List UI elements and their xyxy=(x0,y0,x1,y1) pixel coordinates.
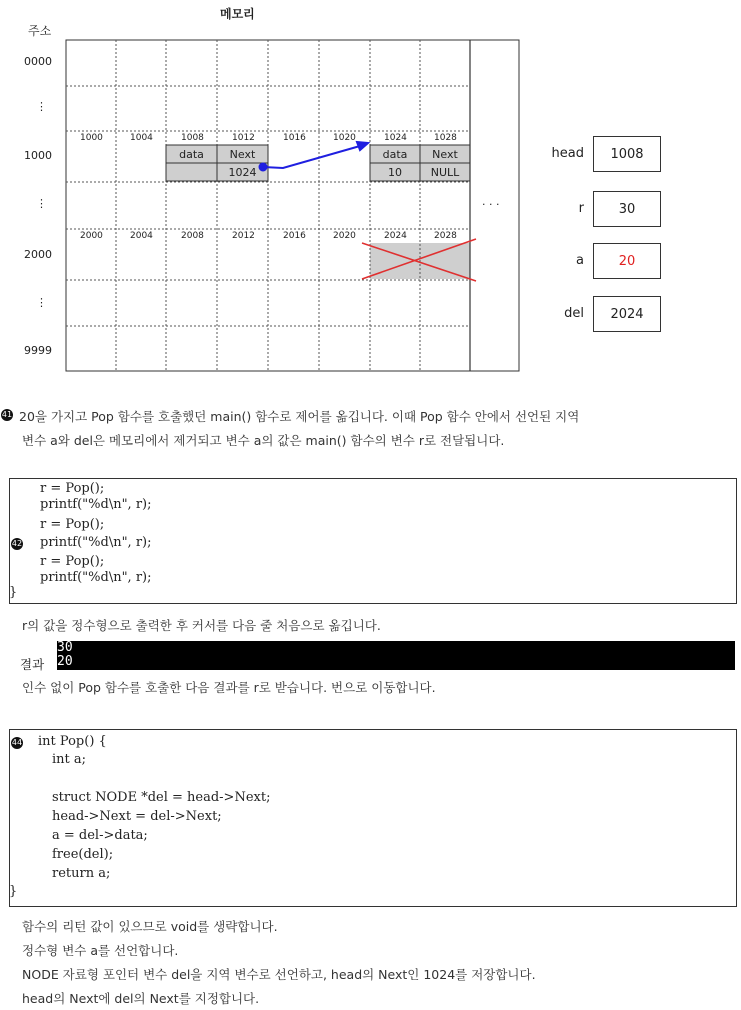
cell-address: 2016 xyxy=(283,231,306,241)
variable-label-a: a xyxy=(576,253,584,268)
variable-box-del xyxy=(593,296,661,332)
explanation-pop-call: 인수 없이 Pop 함수를 호출한 다음 결과를 r로 받습니다. 번으로 이동합니다. xyxy=(22,680,436,695)
row-address: 9999 xyxy=(24,344,52,357)
address-header: 주소 xyxy=(28,24,52,38)
explanation-printf: r의 값을 정수형으로 출력한 후 커서를 다음 줄 처음으로 옮깁니다. xyxy=(22,618,381,633)
cell-address: 2008 xyxy=(181,231,204,241)
cell-address: 1028 xyxy=(434,133,457,143)
variable-label-head: head xyxy=(551,146,584,161)
code-closing-brace: } xyxy=(9,884,18,899)
code-line: r = Pop(); xyxy=(40,517,105,532)
cell-address: 1024 xyxy=(384,133,407,143)
note-line: NODE 자료형 포인터 변수 del을 지역 변수로 선언하고, head의 Next인 1024를 저장합니다. xyxy=(22,967,536,982)
code-line: free(del); xyxy=(52,847,114,862)
code-line: r = Pop(); xyxy=(40,481,105,496)
cell-address: 1020 xyxy=(333,133,356,143)
code-line: int Pop() { xyxy=(38,734,107,749)
output-line: 30 xyxy=(57,640,73,655)
row-address: 1000 xyxy=(24,149,52,162)
row-address: 2000 xyxy=(24,248,52,261)
row-address: ⋮ xyxy=(36,296,47,309)
code-line: head->Next = del->Next; xyxy=(52,809,222,824)
step41-line1: 20을 가지고 Pop 함수를 호출했던 main() 함수로 제어를 옮깁니다. 이때 Pop 함수 안에서 선언된 지역 xyxy=(19,409,580,424)
cell-address: 1000 xyxy=(80,133,103,143)
note-line: 함수의 리턴 값이 있으므로 void를 생략합니다. xyxy=(22,919,278,934)
code-line: printf("%d\n", r); xyxy=(40,570,152,585)
cell-address: 1016 xyxy=(283,133,306,143)
cell-address: 2012 xyxy=(232,231,255,241)
node1-data-label: data xyxy=(179,148,204,161)
variable-value-head: 1008 xyxy=(610,146,644,162)
result-label: 결과 xyxy=(20,657,45,672)
code-closing-brace: } xyxy=(9,585,18,600)
node2-data-label: data xyxy=(382,148,408,161)
console-output xyxy=(57,641,735,670)
step-marker-41: 41 xyxy=(1,410,13,419)
cell-address: 2004 xyxy=(130,231,153,241)
variable-box-a xyxy=(593,243,661,279)
node1-next-value: 1024 xyxy=(228,166,257,179)
code-line: r = Pop(); xyxy=(40,554,105,569)
code-line: return a; xyxy=(52,866,111,881)
cell-address: 2024 xyxy=(384,231,407,241)
cell-address: 2000 xyxy=(80,231,103,241)
variable-box-head xyxy=(593,136,661,172)
code-line: int a; xyxy=(52,752,87,767)
row1000-address-labels xyxy=(66,133,470,145)
node1-next-label: Next xyxy=(229,148,256,161)
cell-address: 2028 xyxy=(434,231,457,241)
variable-value-del: 2024 xyxy=(610,306,644,322)
code-line: struct NODE *del = head->Next; xyxy=(52,790,271,805)
cell-address: 1004 xyxy=(130,133,153,143)
code-line: printf("%d\n", r); xyxy=(40,535,152,550)
row-address: ⋮ xyxy=(36,100,47,113)
memory-title: 메모리 xyxy=(220,7,255,21)
node2-data-value: 10 xyxy=(388,166,402,179)
memory-ellipsis: · · · xyxy=(482,198,500,211)
output-line: 20 xyxy=(57,654,73,669)
row-address: 0000 xyxy=(24,55,52,68)
note-line: 정수형 변수 a를 선언합니다. xyxy=(22,943,179,958)
variable-box-r xyxy=(593,191,661,227)
step41-line2: 변수 a와 del은 메모리에서 제거되고 변수 a의 값은 main() 함수의 변수 r로 전달됩니다. xyxy=(22,433,505,448)
step-marker-44: 44 xyxy=(11,738,23,747)
cell-address: 1012 xyxy=(232,133,255,143)
row-address: ⋮ xyxy=(36,197,47,210)
code-line: printf("%d\n", r); xyxy=(40,497,152,512)
cell-address: 2020 xyxy=(333,231,356,241)
note-line: head의 Next에 del의 Next를 지정합니다. xyxy=(22,991,260,1006)
step-marker-42: 42 xyxy=(11,539,23,548)
cell-address: 1008 xyxy=(181,133,204,143)
variable-value-a: 20 xyxy=(618,253,636,269)
row2000-address-labels xyxy=(66,231,470,243)
node2-next-label: Next xyxy=(432,148,458,161)
variable-label-del: del xyxy=(564,306,584,321)
variable-label-r: r xyxy=(578,201,584,216)
node2-next-value: NULL xyxy=(430,166,460,179)
code-line: a = del->data; xyxy=(52,828,148,843)
variable-value-r: 30 xyxy=(618,201,636,217)
